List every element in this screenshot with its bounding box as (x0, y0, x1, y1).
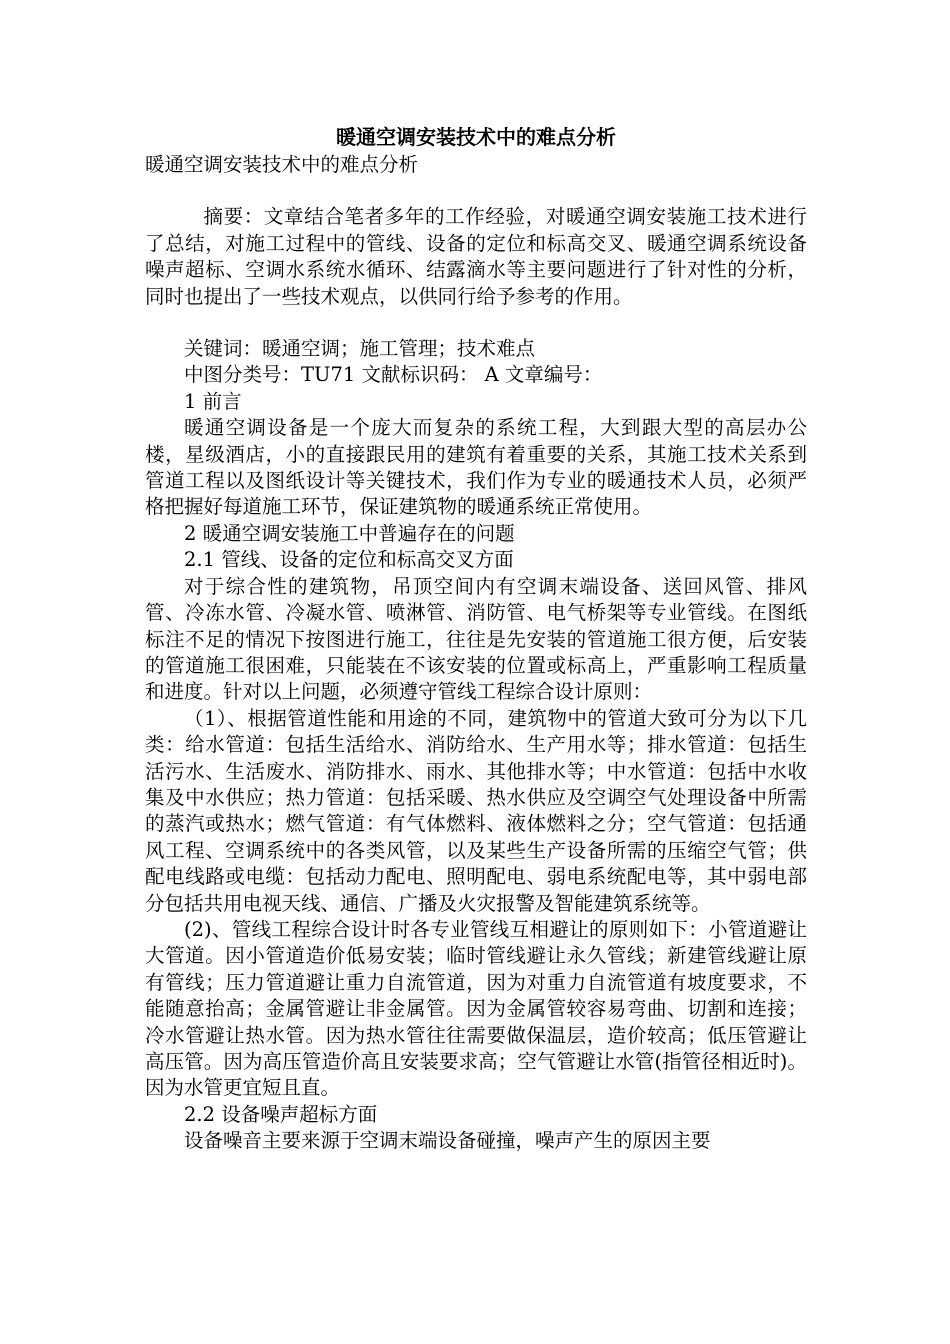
section-2-heading: 2 暖通空调安装施工中普遍存在的问题 (184, 521, 515, 545)
section-1-heading: 1 前言 (184, 389, 242, 413)
section-2-2-heading: 2.2 设备噪声超标方面 (184, 1102, 378, 1126)
section-2-1-body: 对于综合性的建筑物，吊顶空间内有空调末端设备、送回风管、排风管、冷冻水管、冷凝水管、喷淋管、消防管、电气桥架等专业管线。在图纸标注不足的情况下按图进行施工，往往是先安装的管道施工很方便，后安装的管道施工很困难，只能装在不该安装的位置或标高上，严重影响工程质量和进度。针对以上问题，必须遵守管线工程综合设计原则： (145, 574, 807, 704)
abstract-paragraph: 摘要：文章结合笔者多年的工作经验，对暖通空调安装施工技术进行了总结，对施工过程中的管线、设备的定位和标高交叉、暖通空调系统设备噪声超标、空调水系统水循环、结露滴水等主要问题进行了针对性的分析，同时也提出了一些技术观点，以供同行给予参考的作用。 (145, 205, 807, 308)
classification-line: 中图分类号：TU71 文献标识码： A 文章编号： (184, 363, 603, 387)
document-page (145, 122, 807, 1155)
principle-1-paragraph: （1）、根据管道性能和用途的不同，建筑物中的管道大致可分为以下几类：给水管道：包括生活给水、消防给水、生产用水等；排水管道：包括生活污水、生活废水、消防排水、雨水、其他排水等；中水管道：包括中水收集及中水供应；热力管道：包括采暖、热水供应及空调空气处理设备中所需的蒸汽或热水；燃气管道：有气体燃料、液体燃料之分；空气管道：包括通风工程、空调系统中的各类风管，以及某些生产设备所需的压缩空气管；供配电线路或电缆：包括动力配电、照明配电、弱电系统配电等，其中弱电部分包括共用电视天线、通信、广播及火灾报警及智能建筑系统等。 (145, 706, 807, 915)
section-1-body: 暖通空调设备是一个庞大而复杂的系统工程，大到跟大型的高层办公楼，星级酒店，小的直接跟民用的建筑有着重要的关系，其施工技术关系到管道工程以及图纸设计等关键技术，我们作为专业的暖通技术人员，必须严格把握好每道施工环节，保证建筑物的暖通系统正常使用。 (145, 416, 807, 519)
keywords-line: 关键词：暖通空调；施工管理；技术难点 (184, 337, 536, 361)
document-subtitle: 暖通空调安装技术中的难点分析 (145, 153, 419, 176)
section-2-1-heading: 2.1 管线、设备的定位和标高交叉方面 (184, 548, 514, 572)
document-title: 暖通空调安装技术中的难点分析 (336, 125, 616, 149)
principle-2-paragraph: (2)、管线工程综合设计时各专业管线互相避让的原则如下：小管道避让大管道。因小管道造价低易安装；临时管线避让永久管线；新建管线避让原有管线；压力管道避让重力自流管道，因为对重力自流管道有坡度要求，不能随意抬高；金属管避让非金属管。因为金属管较容易弯曲、切割和连接；冷水管避让热水管。因为热水管往往需要做保温层，造价较高；低压管避让高压管。因为高压管造价高且安装要求高；空气管避让水管(指管径相近时)。因为水管更宜短且直。 (145, 917, 807, 1100)
section-2-2-body: 设备噪音主要来源于空调末端设备碰撞，噪声产生的原因主要 (184, 1129, 711, 1153)
